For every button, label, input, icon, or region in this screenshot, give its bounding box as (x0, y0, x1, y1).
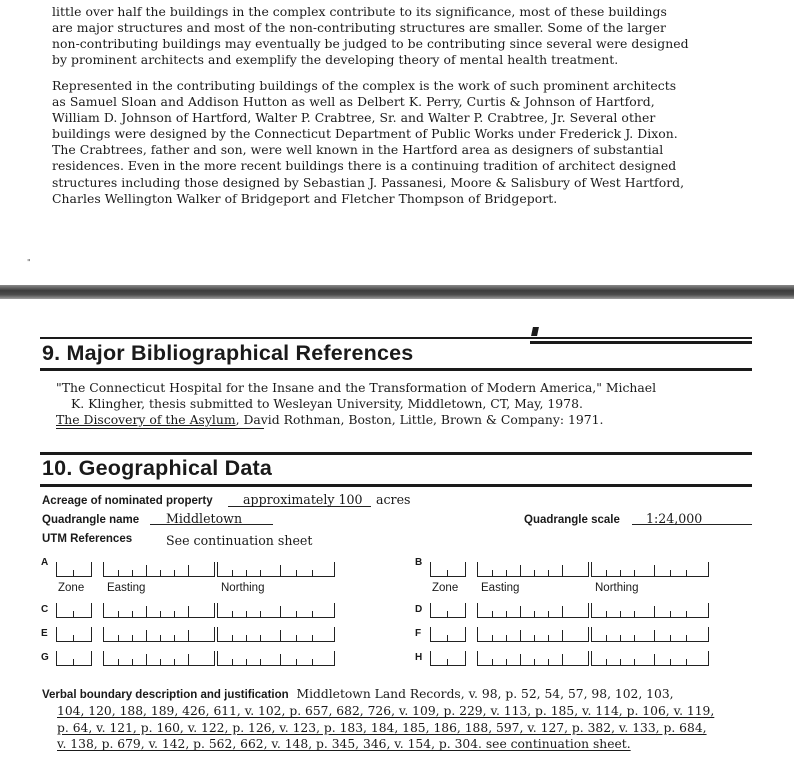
box-divider (246, 635, 247, 641)
box-divider (606, 659, 607, 665)
northing-box (591, 651, 709, 666)
box-divider (160, 611, 161, 617)
box-divider (132, 570, 133, 576)
utm-letter-left: C (41, 604, 49, 615)
utm-letter-right: D (415, 604, 423, 615)
box-divider (73, 611, 74, 617)
box-divider (260, 635, 261, 641)
verbal-line: v. 138, p. 679, v. 142, p. 562, 662, v. 148, p. 345, 346, v. 154, p. 304. see continuation sheet. (57, 737, 631, 752)
text-line: structures including those designed by Sebastian J. Passanesi, Moore & Salisbury of West Hartford, (52, 174, 685, 190)
box-divider (670, 611, 671, 617)
box-divider (118, 570, 119, 576)
box-divider (670, 570, 671, 576)
box-divider (670, 659, 671, 665)
box-divider (534, 570, 535, 576)
easting-box (477, 651, 589, 666)
northing-box (591, 627, 709, 642)
quadrangle-name-label: Quadrangle name (42, 514, 140, 526)
box-divider (492, 635, 493, 641)
northing-column-label: Northing (221, 582, 265, 594)
box-divider (132, 635, 133, 641)
easting-box (103, 627, 215, 642)
box-divider (232, 659, 233, 665)
verbal-line: Middletown Land Records, v. 98, p. 52, 54, 57, 98, 102, 103, (296, 687, 674, 701)
box-divider (548, 635, 549, 641)
box-divider (232, 611, 233, 617)
box-divider (160, 635, 161, 641)
box-divider (654, 654, 655, 665)
zone-box (56, 562, 92, 577)
box-divider (132, 611, 133, 617)
box-divider (534, 659, 535, 665)
box-divider (188, 654, 189, 665)
box-divider (506, 570, 507, 576)
northing-box (217, 562, 335, 577)
zone-box (430, 603, 466, 618)
box-divider (312, 659, 313, 665)
text-line: buildings were designed by the Connecticut Department of Public Works under Frederick J. Dixon. (52, 126, 678, 142)
box-divider (520, 630, 521, 641)
utm-references-value: See continuation sheet (166, 533, 313, 548)
box-divider (73, 635, 74, 641)
box-divider (260, 659, 261, 665)
text-line: Charles Wellington Walker of Bridgeport and Fletcher Thompson of Bridgeport. (52, 190, 558, 206)
box-divider (260, 611, 261, 617)
section-10-top-rule (40, 452, 752, 455)
box-divider (606, 611, 607, 617)
box-divider (606, 570, 607, 576)
box-divider (174, 635, 175, 641)
box-divider (670, 635, 671, 641)
box-divider (447, 659, 448, 665)
box-divider (620, 659, 621, 665)
bibliography-entry-2 (56, 412, 756, 428)
text-line: Represented in the contributing buildings of the complex is the work of such prominent architects (52, 78, 677, 93)
utm-references-label: UTM References (42, 533, 133, 545)
verbal-boundary-description (42, 686, 784, 753)
box-divider (634, 659, 635, 665)
easting-box (103, 651, 215, 666)
box-divider (280, 606, 281, 617)
bibliography-entry-1 (56, 380, 756, 412)
box-divider (634, 635, 635, 641)
box-divider (506, 635, 507, 641)
acreage-value: approximately 100 (243, 492, 363, 507)
book-title: The Discovery of the Asylum (56, 412, 236, 427)
utm-letter-left: A (41, 557, 49, 568)
box-divider (174, 611, 175, 617)
box-divider (534, 611, 535, 617)
text-line: non-contributing buildings may eventually be judged to be contributing since several were designed (52, 36, 689, 52)
easting-column-label: Easting (107, 582, 146, 594)
zone-column-label: Zone (432, 582, 459, 594)
box-divider (686, 659, 687, 665)
box-divider (686, 635, 687, 641)
underline-rule (56, 428, 264, 429)
text-line: "The Connecticut Hospital for the Insane and the Transformation of Modern America," Michael (56, 380, 657, 395)
utm-letter-right: H (415, 652, 423, 663)
easting-box (477, 562, 589, 577)
verbal-line: 104, 120, 188, 189, 426, 611, v. 102, p. 657, 682, 726, v. 109, p. 229, v. 113, p. 185, v. 114, p. 106, v. 119, (57, 704, 715, 719)
box-divider (296, 611, 297, 617)
section-9-top-rule (40, 337, 752, 339)
box-divider (260, 570, 261, 576)
box-divider (160, 659, 161, 665)
utm-letter-left: G (41, 652, 49, 663)
box-divider (174, 659, 175, 665)
box-divider (232, 570, 233, 576)
box-divider (606, 635, 607, 641)
zone-box (430, 562, 466, 577)
quadrangle-scale-label: Quadrangle scale (524, 514, 620, 526)
box-divider (246, 659, 247, 665)
utm-letter-right: F (415, 628, 422, 639)
text-line: The Crabtrees, father and son, were well known in the Hartford area as designers of substantial (52, 142, 664, 158)
zone-box (430, 651, 466, 666)
zone-column-label: Zone (58, 582, 85, 594)
box-divider (312, 611, 313, 617)
text-line: by prominent architects and exemplify the developing theory of mental health treatment. (52, 52, 619, 68)
box-divider (280, 565, 281, 576)
box-divider (118, 659, 119, 665)
box-divider (188, 606, 189, 617)
text-line: little over half the buildings in the complex contribute to its significance, most of these buildings (52, 4, 667, 19)
box-divider (174, 570, 175, 576)
easting-box (477, 603, 589, 618)
acreage-unit: acres (376, 492, 411, 507)
box-divider (280, 630, 281, 641)
box-divider (620, 570, 621, 576)
upper-page (0, 0, 794, 284)
stray-mark: " (27, 258, 31, 267)
section-9-heading-rule (530, 341, 752, 344)
box-divider (620, 611, 621, 617)
northing-box (217, 603, 335, 618)
box-divider (634, 611, 635, 617)
text-line (42, 686, 784, 703)
text-line: are major structures and most of the non-contributing structures are smaller. Some of the larger (52, 20, 666, 36)
box-divider (686, 611, 687, 617)
box-divider (654, 565, 655, 576)
section-9-heading: 9. Major Bibliographical References (42, 341, 414, 365)
box-divider (296, 659, 297, 665)
box-divider (146, 654, 147, 665)
box-divider (246, 570, 247, 576)
box-divider (160, 570, 161, 576)
box-divider (562, 565, 563, 576)
box-divider (654, 630, 655, 641)
box-divider (634, 570, 635, 576)
zone-box (56, 627, 92, 642)
box-divider (232, 635, 233, 641)
easting-box (477, 627, 589, 642)
box-divider (620, 635, 621, 641)
box-divider (132, 659, 133, 665)
northing-box (217, 627, 335, 642)
box-divider (520, 606, 521, 617)
box-divider (562, 630, 563, 641)
box-divider (447, 635, 448, 641)
box-divider (312, 570, 313, 576)
box-divider (520, 565, 521, 576)
box-divider (520, 654, 521, 665)
zone-box (430, 627, 466, 642)
northing-box (591, 562, 709, 577)
verbal-boundary-label: Verbal boundary description and justification (42, 689, 289, 701)
significance-paragraph-2 (52, 78, 752, 207)
box-divider (73, 570, 74, 576)
box-divider (118, 611, 119, 617)
northing-box (217, 651, 335, 666)
utm-letter-left: E (41, 628, 48, 639)
text-line: as Samuel Sloan and Addison Hutton as well as Delbert K. Perry, Curtis & Johnson of Hartford, (52, 94, 655, 110)
box-divider (73, 659, 74, 665)
box-divider (562, 606, 563, 617)
box-divider (447, 611, 448, 617)
box-divider (146, 565, 147, 576)
northing-box (591, 603, 709, 618)
easting-box (103, 562, 215, 577)
box-divider (296, 570, 297, 576)
box-divider (506, 659, 507, 665)
significance-paragraph-1 (52, 4, 752, 68)
quadrangle-scale-value: 1:24,000 (646, 511, 703, 526)
verbal-line: p. 64, v. 121, p. 160, v. 122, p. 126, v. 123, p. 183, 184, 185, 186, 188, 597, v. 127, p. 382, v. 133, p. 684, (57, 720, 707, 735)
box-divider (447, 570, 448, 576)
text-line: residences. Even in the more recent buildings there is a continuing tradition of architect designed (52, 158, 677, 174)
page-divider (0, 285, 794, 299)
easting-column-label: Easting (481, 582, 520, 594)
section-9-bottom-rule (40, 368, 752, 371)
box-divider (492, 659, 493, 665)
acreage-label: Acreage of nominated property (42, 495, 213, 507)
utm-letter-right: B (415, 557, 423, 568)
text-line: William D. Johnson of Hartford, Walter P. Crabtree, Sr. and Walter P. Crabtree, Jr. Several other (52, 110, 656, 126)
zone-box (56, 603, 92, 618)
box-divider (312, 635, 313, 641)
box-divider (146, 606, 147, 617)
box-divider (686, 570, 687, 576)
box-divider (146, 630, 147, 641)
box-divider (296, 635, 297, 641)
section-10-heading: 10. Geographical Data (42, 456, 273, 480)
box-divider (562, 654, 563, 665)
box-divider (118, 635, 119, 641)
section-10-bottom-rule (40, 484, 752, 487)
text-line: K. Klingher, thesis submitted to Wesleyan University, Middletown, CT, May, 1978. (71, 396, 583, 411)
box-divider (280, 654, 281, 665)
box-divider (246, 611, 247, 617)
box-divider (548, 659, 549, 665)
box-divider (188, 565, 189, 576)
quadrangle-name-value: Middletown (166, 511, 243, 526)
easting-box (103, 603, 215, 618)
northing-column-label: Northing (595, 582, 639, 594)
box-divider (506, 611, 507, 617)
citation-rest: , David Rothman, Boston, Little, Brown & Company: 1971. (235, 412, 604, 427)
box-divider (548, 611, 549, 617)
box-divider (548, 570, 549, 576)
box-divider (534, 635, 535, 641)
zone-box (56, 651, 92, 666)
box-divider (188, 630, 189, 641)
box-divider (492, 570, 493, 576)
box-divider (492, 611, 493, 617)
box-divider (654, 606, 655, 617)
